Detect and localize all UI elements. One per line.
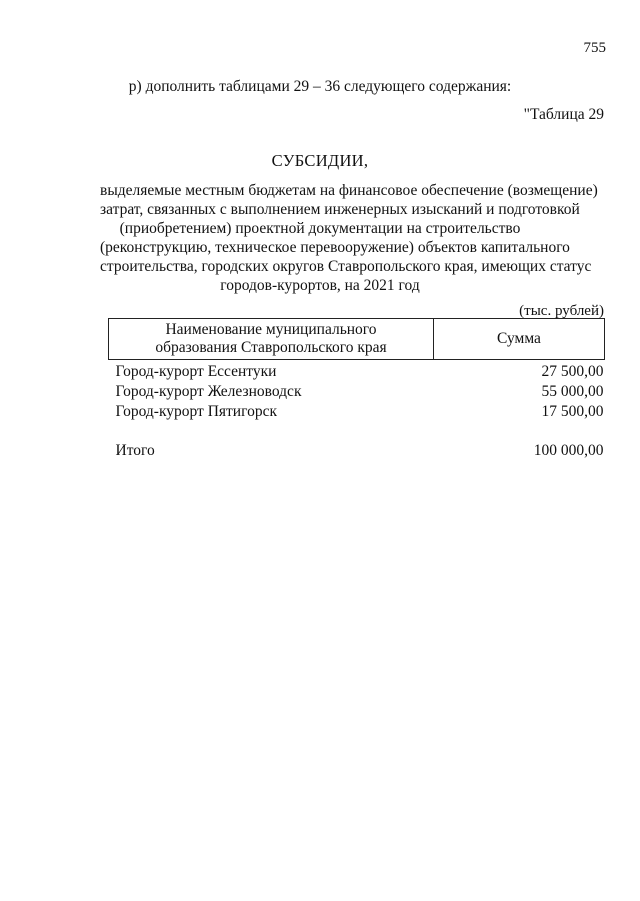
subtitle-line: городов-курортов, на 2021 год: [220, 277, 420, 294]
table-row: [109, 402, 605, 422]
units-label: (тыс. рублей): [519, 303, 604, 319]
subtitle-line: выделяемые местным бюджетам на финансовое обеспечение (возмещение): [100, 182, 598, 199]
subsidy-amount: 17 500,00: [541, 403, 604, 420]
subtitle-line: (реконструкцию, техническое перевооружение) объектов капитального: [100, 239, 570, 256]
table-reference: "Таблица 29: [523, 106, 604, 123]
spacer-cell: [109, 422, 434, 441]
subtitle-line: строительства, городских округов Ставропольского края, имеющих статус: [100, 258, 592, 275]
total-amount: 100 000,00: [533, 442, 604, 459]
table-header-row: [109, 319, 605, 360]
header-municipality-line: Наименование муниципального: [165, 321, 377, 338]
subsidy-amount: 55 000,00: [541, 383, 604, 400]
table-row: [109, 360, 605, 383]
header-municipality-line: образования Ставропольского края: [155, 339, 387, 356]
total-row: [109, 441, 605, 461]
page-number: 755: [583, 40, 606, 56]
table-spacer-row: [109, 422, 605, 441]
subsidy-table: [108, 318, 605, 461]
subsidy-amount: 27 500,00: [541, 363, 604, 380]
header-municipality: [109, 319, 434, 360]
subtitle-line: затрат, связанных с выполнением инженерных изысканий и подготовкой: [100, 201, 580, 218]
header-amount: Сумма: [434, 319, 605, 360]
intro-text: р) дополнить таблицами 29 – 36 следующего содержания:: [128, 78, 512, 95]
document-title: СУБСИДИИ,: [271, 151, 369, 170]
total-label: Итого: [115, 442, 155, 459]
spacer-cell: [434, 422, 605, 441]
municipality-name: Город-курорт Пятигорск: [115, 403, 277, 420]
municipality-name: Город-курорт Ессентуки: [115, 363, 277, 380]
table-row: [109, 382, 605, 402]
subtitle-line: (приобретением) проектной документации на строительство: [119, 220, 521, 237]
document-subtitle: [100, 181, 598, 295]
municipality-name: Город-курорт Железноводск: [115, 383, 302, 400]
